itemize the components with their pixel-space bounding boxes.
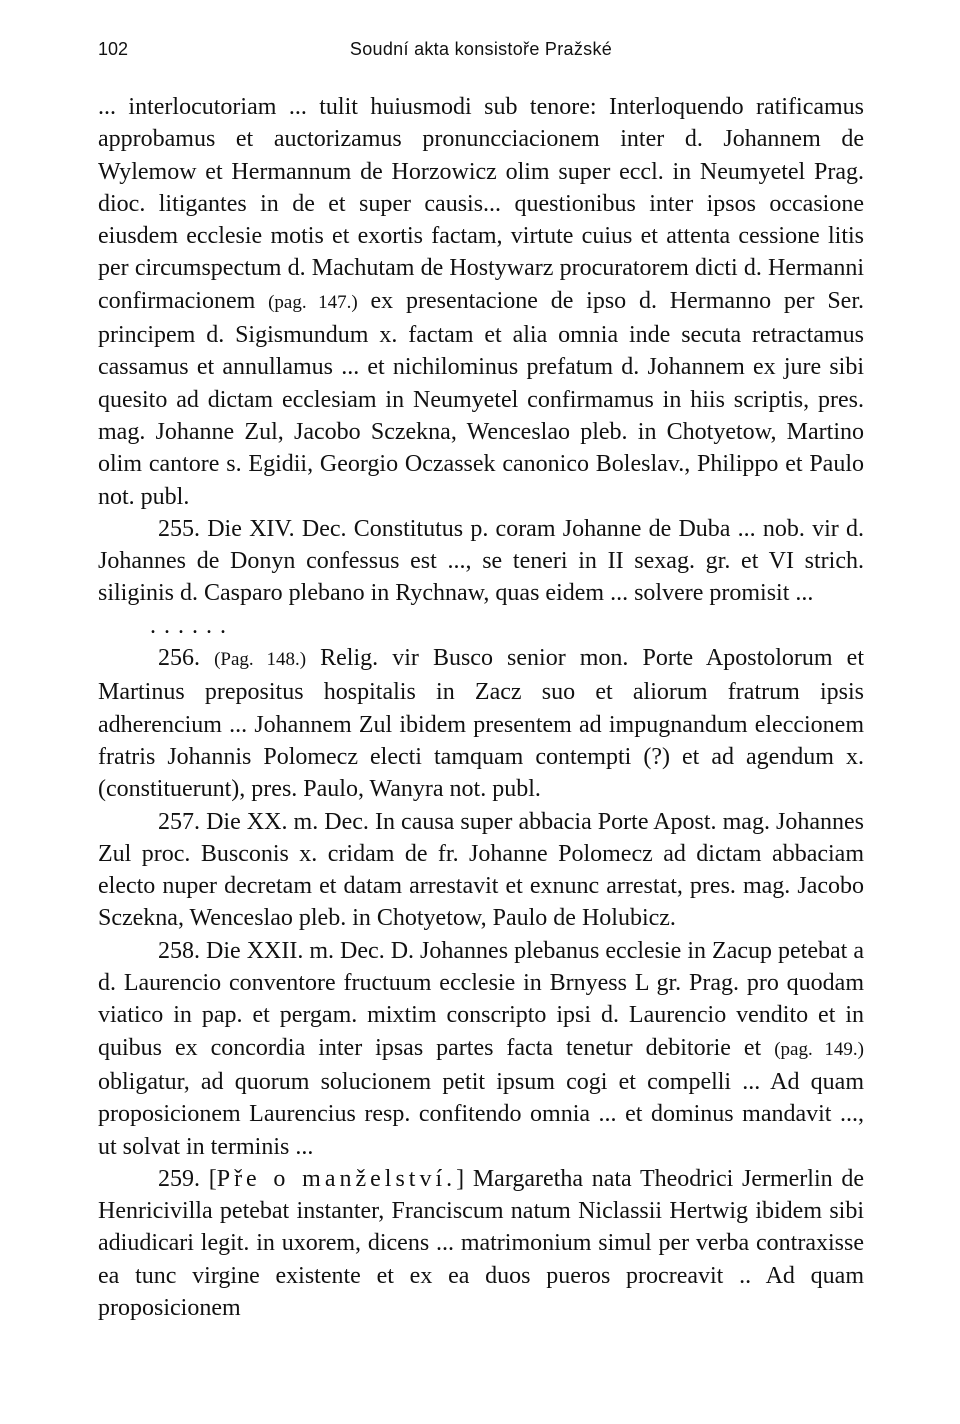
section-heading: Pře o manželství.	[216, 1165, 457, 1192]
document-body	[98, 91, 864, 1324]
entry-256	[98, 642, 864, 805]
paragraph-text: 259. [	[158, 1165, 217, 1192]
paragraph-text: 256.	[158, 645, 215, 672]
paragraph-text: ... interlocutoriam ... tulit huiusmodi sub tenore: Interloquendo ratificamus approbamus et auctorizamus pronuncciacionem inter d. Johannem de Wylemow et Hermannum de Horzowicz olim super eccl. in Neumyetel Prag. dioc. litigantes in de et super causis... questionibus inter ipsos occasione eiusdem ecclesie motis et exortis factam, virtute cuius et attenta cessione litis per circumspectum d. Machutam de Hostywarz procuratorem dicti d. Hermanni confirmacionem	[98, 94, 864, 314]
entry-257	[98, 806, 864, 935]
running-title: Soudní akta konsistoře Pražské	[349, 39, 613, 59]
paragraph-text: 257. Die XX. m. Dec. In causa super abbacia Porte Apost. mag. Johannes Zul proc. Busconis x. cridam de fr. Johanne Polomecz ad dictam abbaciam electo nuper decretam et datam arrestavit et exnunc arrestat, pres. mag. Jacobo Sczekna, Wenceslao pleb. in Chotyetow, Paulo de Holubicz.	[98, 808, 864, 932]
page-reference: (Pag. 148.)	[214, 649, 307, 671]
paragraph-text: ] Margaretha nata Theodrici Jermerlin de Henricivilla petebat instanter, Franciscum natum Niclassii Hertwig ibidem sibi adiudicari legit. in uxorem, dicens ... matrimonium simul per verba contraxisse ea tunc virgine existente et ex ea duos pueros procreavit .. Ad quam proposicionem	[98, 1165, 864, 1321]
page-reference: (pag. 149.)	[774, 1038, 864, 1060]
paragraph-text: ex presentacione de ipso d. Hermanno per Ser. principem d. Sigismundum x. factam et alia omnia inde secuta retractamus cassamus et annullamus ... et nichilominus prefatum d. Johannem ex jure sibi quesito ad dictam ecclesiam in Neumyetel confirmamus in hiis scriptis, pres. mag. Johanne Zul, Jacobo Sczekna, Wenceslao pleb. in Chotyetow, Martino olim cantore s. Egidii, Georgio Oczassek canonico Boleslav., Philippo et Paulo not. publ.	[98, 287, 864, 510]
paragraph-text: 255. Die XIV. Dec. Constitutus p. coram Johanne de Duba ... nob. vir d. Johannes de Donyn confessus est ..., se teneri in II sexag. gr. et VI strich. siliginis d. Casparo plebano in Rychnaw, quas eidem ... solvere promisit ...	[98, 515, 864, 607]
paragraph-text: obligatur, ad quorum solucionem petit ipsum cogi et compelli ... Ad quam proposicionem Laurencius resp. confitendo omnia ... et dominus mandavit ..., ut solvat in terminis ...	[98, 1068, 864, 1160]
paragraph-text: Relig. vir Busco senior mon. Porte Apostolorum et Martinus prepositus hospitalis in Zacz suo et aliorum fratrum ipsis adherencium ... Johannem Zul ibidem presentem ad impugnandum eleccionem fratris Johannis Polomecz electi tamquam contempti (?) et ad agendum x. (constituerunt), pres. Paulo, Wanyra not. publ.	[98, 645, 864, 803]
page-reference: (pag. 147.)	[268, 291, 358, 313]
ellipsis-separator: ......	[150, 612, 234, 639]
paragraph-interlocutoriam	[98, 91, 864, 513]
entry-255	[98, 513, 864, 610]
entry-258	[98, 935, 864, 1163]
page-header	[98, 36, 864, 62]
paragraph-text: 258. Die XXII. m. Dec. D. Johannes plebanus ecclesie in Zacup petebat a d. Laurencio conventore fructuum ecclesie in Brnyess L gr. Prag. pro quodam viatico in pap. et pergam. mixtim conscripto ipsi d. Laurencio vendito et in quibus ex concordia inter ipsas partes facta tenetur debitorie et	[98, 937, 864, 1061]
entry-259	[98, 1163, 864, 1324]
page-number: 102	[98, 39, 129, 59]
